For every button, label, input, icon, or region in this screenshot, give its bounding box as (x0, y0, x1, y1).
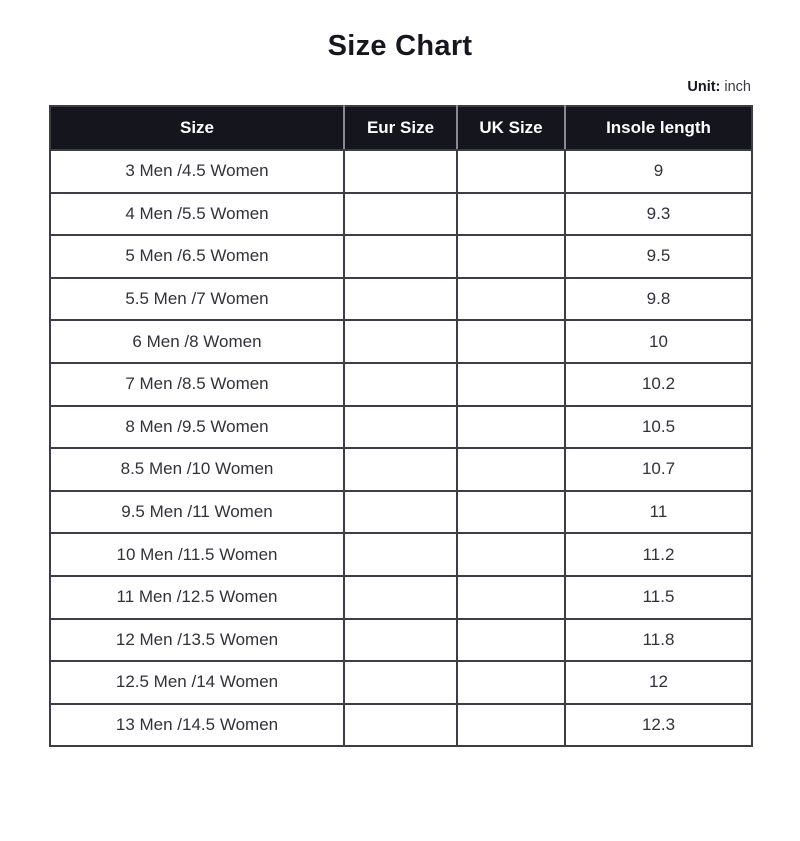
insole-length-cell: 11 (565, 491, 752, 534)
size-cell: 11 Men /12.5 Women (50, 576, 344, 619)
size-chart-table (49, 105, 753, 747)
size-cell: 10 Men /11.5 Women (50, 533, 344, 576)
insole-length-cell: 10.5 (565, 406, 752, 449)
insole-length-cell: 12.3 (565, 704, 752, 747)
column-header-insole-length: Insole length (565, 106, 752, 150)
table-row (50, 533, 752, 576)
eur-size-cell (344, 406, 457, 449)
insole-length-cell: 10.7 (565, 448, 752, 491)
eur-size-cell (344, 576, 457, 619)
unit-value: inch (724, 79, 751, 95)
size-cell: 6 Men /8 Women (50, 320, 344, 363)
table-row (50, 491, 752, 534)
column-header-eur-size: Eur Size (344, 106, 457, 150)
table-row (50, 448, 752, 491)
size-cell: 12.5 Men /14 Women (50, 661, 344, 704)
uk-size-cell (457, 533, 565, 576)
uk-size-cell (457, 704, 565, 747)
eur-size-cell (344, 619, 457, 662)
table-row (50, 406, 752, 449)
uk-size-cell (457, 278, 565, 321)
uk-size-cell (457, 150, 565, 193)
eur-size-cell (344, 448, 457, 491)
table-header (50, 106, 752, 150)
unit-label: Unit: (687, 79, 721, 95)
uk-size-cell (457, 576, 565, 619)
table-row (50, 235, 752, 278)
size-cell: 3 Men /4.5 Women (50, 150, 344, 193)
table-row (50, 619, 752, 662)
uk-size-cell (457, 406, 565, 449)
size-cell: 5.5 Men /7 Women (50, 278, 344, 321)
header-row (50, 106, 752, 150)
table-row (50, 150, 752, 193)
size-cell: 7 Men /8.5 Women (50, 363, 344, 406)
uk-size-cell (457, 661, 565, 704)
eur-size-cell (344, 491, 457, 534)
uk-size-cell (457, 320, 565, 363)
table-body (50, 150, 752, 746)
uk-size-cell (457, 491, 565, 534)
eur-size-cell (344, 704, 457, 747)
size-chart-page (49, 30, 751, 747)
insole-length-cell: 9 (565, 150, 752, 193)
insole-length-cell: 11.2 (565, 533, 752, 576)
page-title: Size Chart (327, 30, 473, 62)
insole-length-cell: 9.3 (565, 193, 752, 236)
eur-size-cell (344, 661, 457, 704)
size-cell: 13 Men /14.5 Women (50, 704, 344, 747)
uk-size-cell (457, 619, 565, 662)
eur-size-cell (344, 150, 457, 193)
eur-size-cell (344, 320, 457, 363)
table-row (50, 661, 752, 704)
eur-size-cell (344, 235, 457, 278)
eur-size-cell (344, 278, 457, 321)
column-header-uk-size: UK Size (457, 106, 565, 150)
table-row (50, 363, 752, 406)
insole-length-cell: 9.5 (565, 235, 752, 278)
size-cell: 4 Men /5.5 Women (50, 193, 344, 236)
table-row (50, 576, 752, 619)
table-row (50, 704, 752, 747)
table-row (50, 193, 752, 236)
table-row (50, 278, 752, 321)
insole-length-cell: 11.8 (565, 619, 752, 662)
insole-length-cell: 10 (565, 320, 752, 363)
table-row (50, 320, 752, 363)
eur-size-cell (344, 193, 457, 236)
size-cell: 8.5 Men /10 Women (50, 448, 344, 491)
uk-size-cell (457, 363, 565, 406)
insole-length-cell: 10.2 (565, 363, 752, 406)
size-cell: 12 Men /13.5 Women (50, 619, 344, 662)
eur-size-cell (344, 533, 457, 576)
size-cell: 9.5 Men /11 Women (50, 491, 344, 534)
insole-length-cell: 11.5 (565, 576, 752, 619)
insole-length-cell: 12 (565, 661, 752, 704)
size-cell: 5 Men /6.5 Women (50, 235, 344, 278)
column-header-size: Size (50, 106, 344, 150)
insole-length-cell: 9.8 (565, 278, 752, 321)
eur-size-cell (344, 363, 457, 406)
unit-note (49, 79, 751, 95)
size-cell: 8 Men /9.5 Women (50, 406, 344, 449)
uk-size-cell (457, 235, 565, 278)
uk-size-cell (457, 448, 565, 491)
uk-size-cell (457, 193, 565, 236)
